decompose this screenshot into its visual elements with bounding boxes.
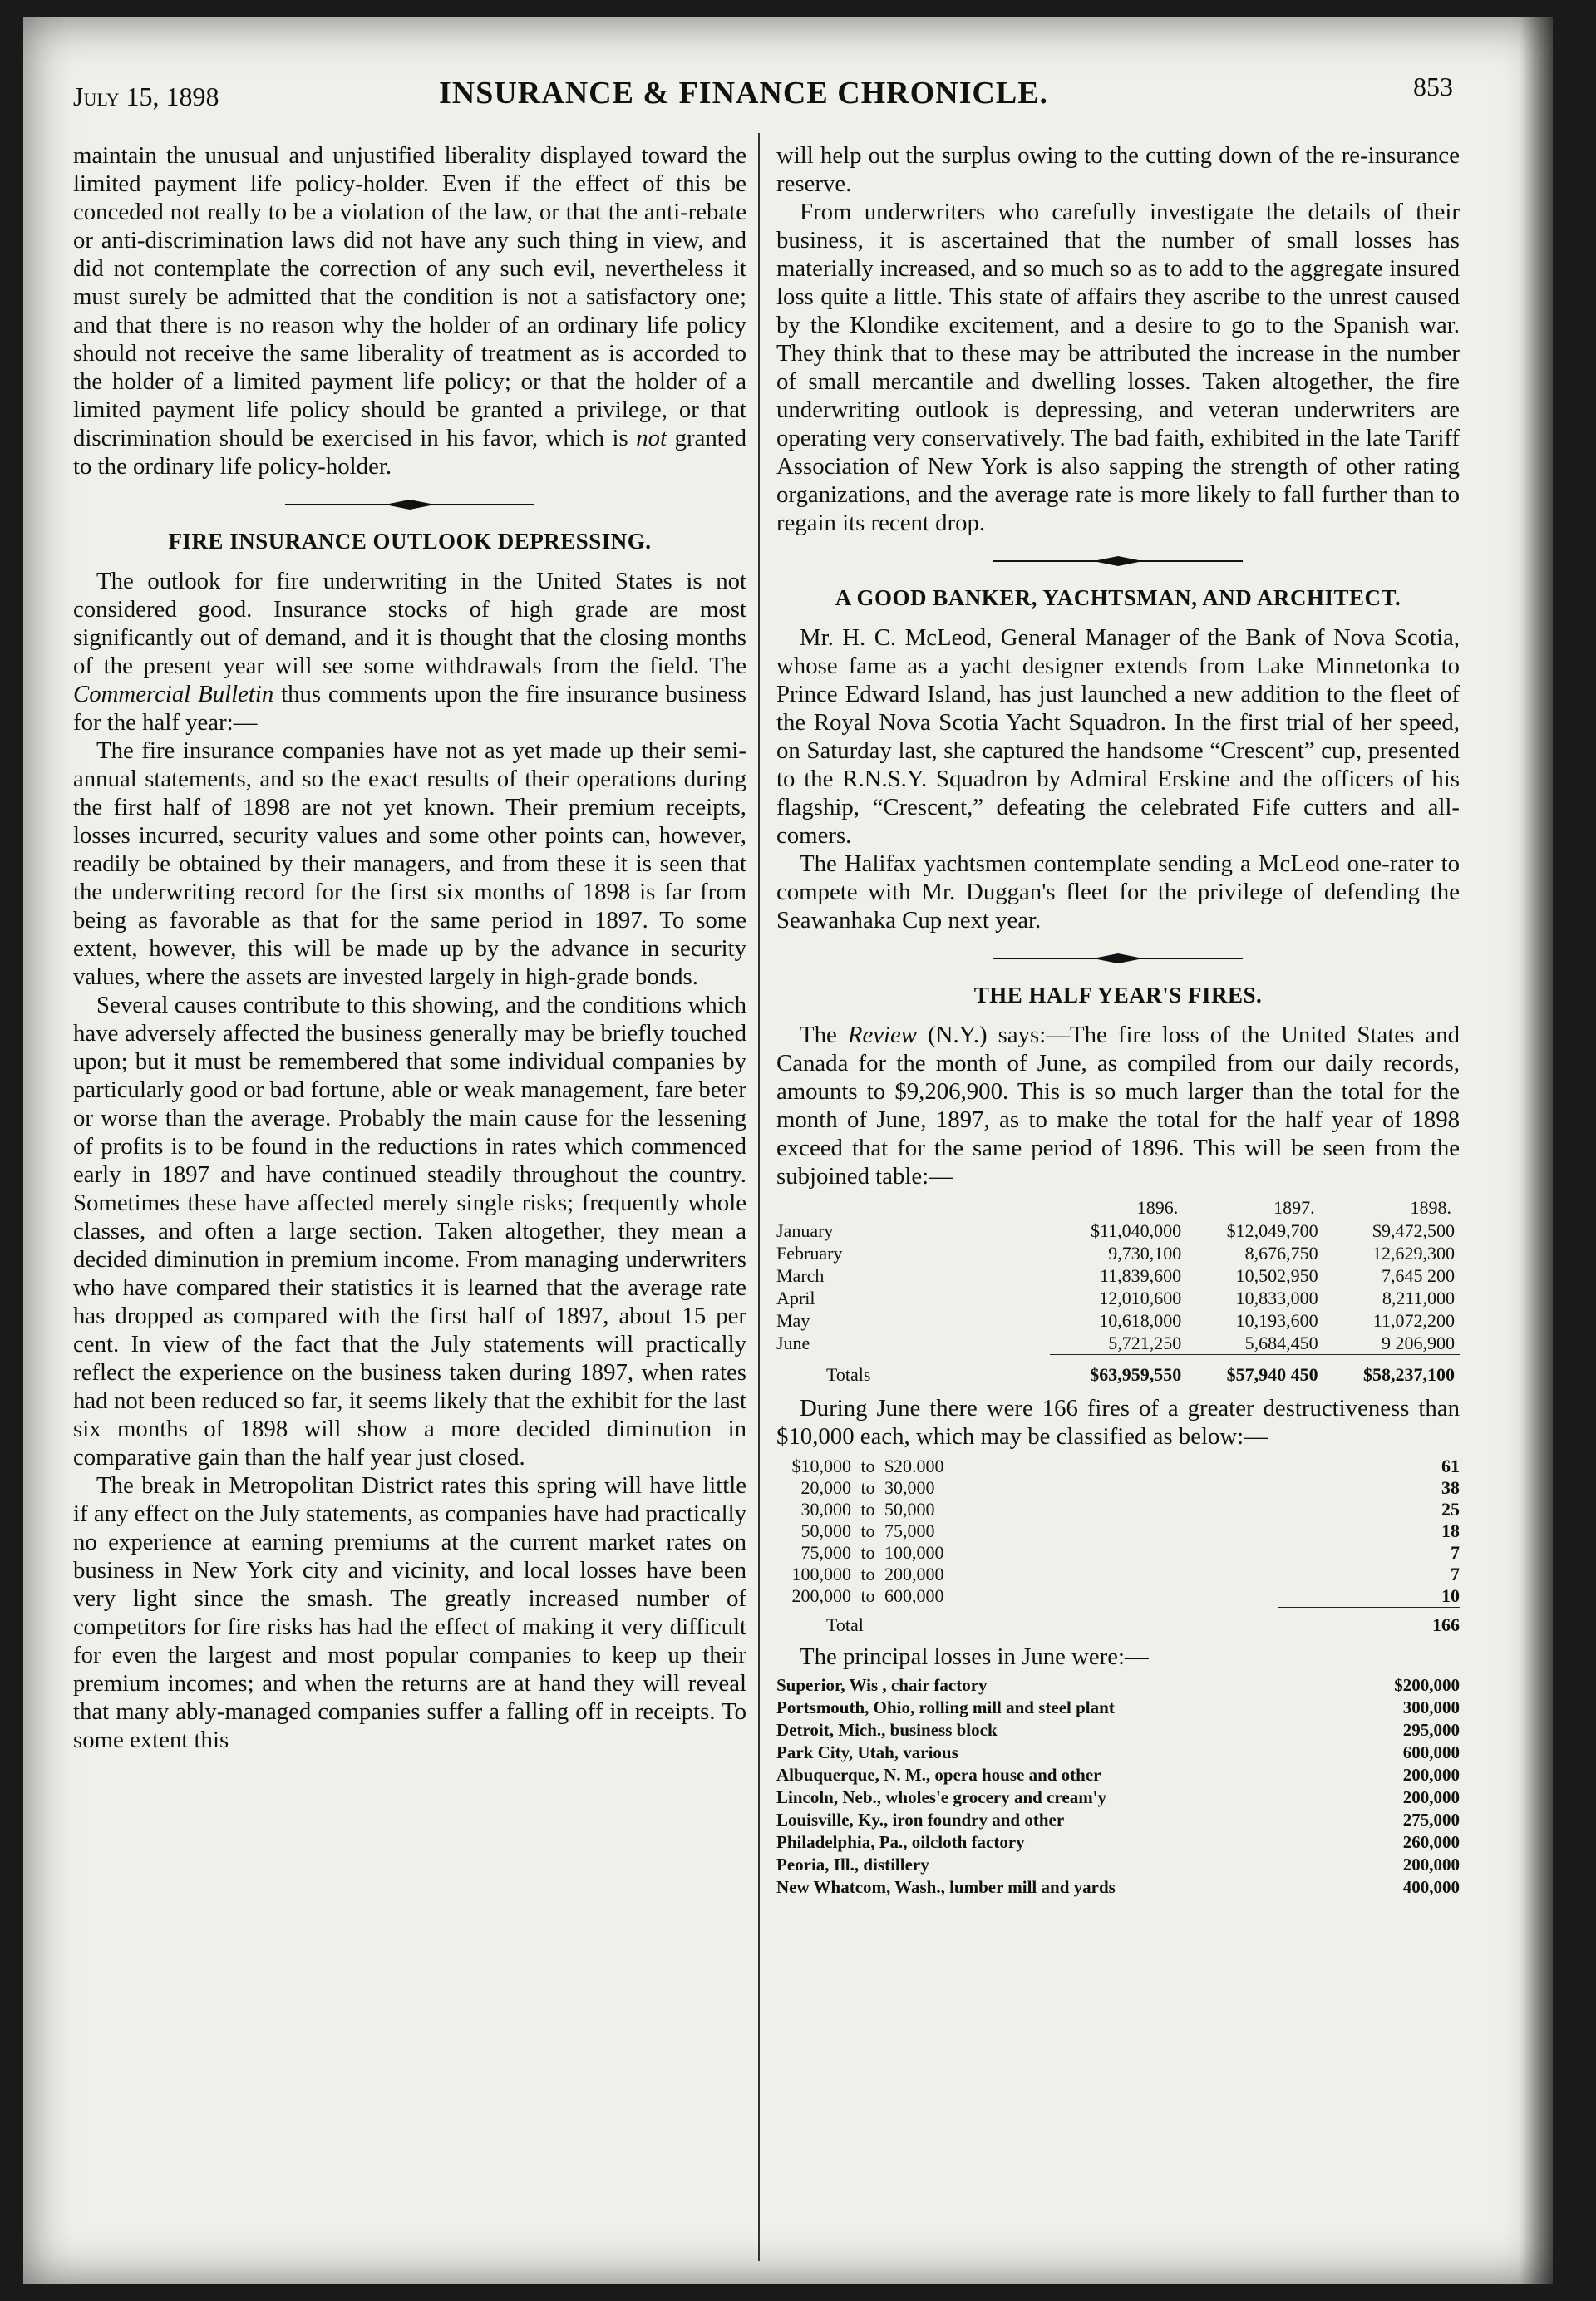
range-to-cell: 75,000: [884, 1520, 935, 1541]
loss-amount-cell: 200,000: [1402, 1855, 1460, 1875]
fire-count-cell: 38: [1441, 1477, 1460, 1498]
month-cell: June: [776, 1333, 810, 1354]
paragraph: The Halifax yachtsmen contemplate sending a McLeod one-rater to compete with Mr. Duggan's fleet for the privilege of defending the Seawanhaka Cup next year.: [776, 850, 1460, 934]
range-to-cell: 600,000: [884, 1585, 944, 1607]
list-item: [776, 1764, 1460, 1786]
value-1896-cell: 10,618,000: [1099, 1310, 1182, 1331]
table-row: [776, 1287, 1460, 1309]
range-to-cell: 200,000: [884, 1564, 944, 1584]
range-to-word: to: [860, 1585, 875, 1607]
paragraph: Mr. H. C. McLeod, General Manager of the Bank of Nova Scotia, whose fame as a yacht designer extends from Lake Minnetonka to Prince Edward Island, has just launched a new addition to the fleet of the Royal Nova Scotia Yacht Squadron. In the first trial of her speed, on Saturday last, she captured the handsome “Crescent” cup, presented to the R.N.S.Y. Squadron by Admiral Erskine and the officers of his flagship, “Crescent,” defeating the celebrated Fife cutters and all-comers.: [776, 624, 1460, 849]
heading-half-year-fires: THE HALF YEAR'S FIRES.: [973, 983, 1263, 1008]
range-to-word: to: [860, 1542, 875, 1563]
loss-place-cell: Park City, Utah, various: [776, 1742, 958, 1762]
loss-amount-cell: 275,000: [1402, 1810, 1460, 1830]
range-to-word: to: [860, 1477, 875, 1498]
range-to-word: to: [860, 1520, 875, 1541]
table-row: [776, 1542, 1460, 1564]
heading-banker: A GOOD BANKER, YACHTSMAN, AND ARCHITECT.: [835, 585, 1401, 610]
value-1896-cell: 9,730,100: [1108, 1243, 1182, 1264]
total-v1898-cell: $58,237,100: [1323, 1355, 1460, 1387]
range-to-cell: 50,000: [884, 1499, 935, 1520]
table-row: [776, 1242, 1460, 1264]
table-row: [776, 1520, 1460, 1542]
loss-place-cell: Peoria, Ill., distillery: [776, 1855, 929, 1875]
loss-amount-cell: 200,000: [1402, 1787, 1460, 1807]
fire-count-cell: 18: [1441, 1520, 1460, 1541]
column-divider: [758, 133, 760, 2261]
newspaper-page: [23, 17, 1553, 2284]
month-cell: February: [776, 1243, 843, 1264]
list-item: [776, 1831, 1460, 1854]
issue-date: July 15, 1898: [73, 81, 219, 111]
paragraph: The Review (N.Y.) says:—The fire loss of the United States and Canada for the month of June, as compiled from our daily records, amounts to $9,206,900. This is so much larger than the total for the month of June, 1897, as to make the total for the half year of 1898 exceed that for the same period of 1896. This will be seen from the subjoined table:—: [776, 1022, 1460, 1190]
list-item: [776, 1719, 1460, 1742]
list-item: [776, 1854, 1460, 1876]
publication-title: INSURANCE & FINANCE CHRONICLE.: [439, 76, 1049, 111]
list-item: [776, 1876, 1460, 1899]
paragraph: will help out the surplus owing to the cutting down of the re-insurance reserve.: [776, 142, 1460, 197]
left-column: [73, 141, 746, 1754]
list-item: [776, 1742, 1460, 1764]
paragraph: The principal losses in June were:—: [800, 1643, 1149, 1670]
value-1898-cell: 12,629,300: [1372, 1243, 1455, 1264]
fire-count-cell: 25: [1441, 1499, 1460, 1520]
column-header: 1897.: [1273, 1197, 1315, 1218]
fire-count-cell: 61: [1441, 1456, 1460, 1476]
table-row: [776, 1264, 1460, 1287]
value-1896-cell: 12,010,600: [1099, 1288, 1182, 1308]
value-1896-cell: 5,721,250: [1108, 1333, 1182, 1353]
month-cell: May: [776, 1310, 810, 1331]
heading-fire-outlook: FIRE INSURANCE OUTLOOK DEPRESSING.: [168, 529, 652, 554]
table-row: [776, 1477, 1460, 1499]
total-count-cell: 166: [1278, 1608, 1460, 1637]
loss-place-cell: Louisville, Ky., iron foundry and other: [776, 1810, 1065, 1830]
paragraph: Several causes contribute to this showing, and the conditions which have adversely affected the business generally may be briefly touched upon; but it must be remembered that some individual companies by particularly good or bad fortune, able or weak management, fare beter or worse than the average. Probably the main cause for the lessening of profits is to be found in the reductions in rates which commenced early in 1897 and have continued steadily throughout the country. Sometimes these have affected merely single risks; frequently whole classes, and often a large section. Taken altogether, they mean a decided diminution in premium income. From managing underwriters who have compared their statistics it is learned that the average rate has dropped as compared with the first half of 1897, about 15 per cent. In view of the fact that the July statements will practically reflect the experience on the business taken during 1897, when rates had not been reduced so far, it seems likely that the exhibit for the last six months of 1898 will show a more decided diminution in comparative gain than the half year just closed.: [73, 992, 746, 1471]
intro-paragraph: maintain the unusual and unjustified liberality displayed toward the limited payment life policy-holder. Even if the effect of this be conceded not really to be a violation of the law, or that the anti-rebate or anti-discrimination laws did not have any such thing in view, and did not contemplate the correction of any such evil, nevertheless it must surely be admitted that the condition is not a satisfactory one; and that there is no reason why the holder of an ordinary life policy should not receive the same liberality of treatment as is accorded to the holder of a limited payment life policy; or that the holder of a limited payment life policy should be granted a privilege, or that discrimination should be exercised in his favor, which is not granted to the ordinary life policy-holder.: [73, 142, 746, 480]
value-1898-cell: $9,472,500: [1372, 1220, 1455, 1241]
value-1898-cell: 7,645 200: [1382, 1265, 1455, 1286]
page-header: [73, 57, 1453, 123]
loss-place-cell: Lincoln, Neb., wholes'e grocery and cream'y: [776, 1787, 1107, 1807]
loss-amount-cell: 400,000: [1402, 1877, 1460, 1897]
value-1897-cell: 5,684,450: [1244, 1333, 1318, 1353]
value-1897-cell: 8,676,750: [1244, 1243, 1318, 1264]
totals-row: [776, 1608, 1460, 1637]
value-1898-cell: 11,072,200: [1372, 1310, 1455, 1331]
fire-count-cell: 7: [1451, 1542, 1460, 1563]
table-row: [776, 1585, 1460, 1608]
total-label: Total: [826, 1614, 864, 1635]
month-cell: April: [776, 1288, 815, 1308]
range-to-cell: 30,000: [884, 1477, 935, 1498]
range-from-cell: 200,000: [791, 1585, 851, 1607]
range-to-word: to: [860, 1456, 875, 1476]
value-1896-cell: $11,040,000: [1091, 1220, 1182, 1241]
value-1897-cell: 10,502,950: [1235, 1265, 1318, 1286]
value-1897-cell: $12,049,700: [1226, 1220, 1318, 1241]
loss-place-cell: Philadelphia, Pa., oilcloth factory: [776, 1832, 1025, 1852]
column-header: 1898.: [1410, 1197, 1451, 1218]
range-from-cell: 50,000: [800, 1520, 851, 1541]
month-cell: March: [776, 1265, 825, 1286]
range-to-cell: 100,000: [884, 1542, 944, 1563]
range-from-cell: $10,000: [791, 1456, 851, 1476]
paragraph: The break in Metropolitan District rates this spring will have little if any effect on the July statements, as companies have had practically no experience at earning premiums at the current market rates on business in New York city and vicinity, and local losses have been very light since the smash. The greatly increased number of competitors for fire risks has had the effect of making it very difficult for even the largest and most popular companies to keep up their premium incomes; and when the returns are at hand they will reveal that many ably-managed companies suffer a falling off in receipts. To some extent this: [73, 1472, 746, 1753]
table-row: [776, 1309, 1460, 1332]
totals-label: Totals: [826, 1363, 871, 1385]
range-to-word: to: [860, 1499, 875, 1520]
value-1897-cell: 10,193,600: [1235, 1310, 1318, 1331]
value-1898-cell: 9 206,900: [1382, 1333, 1455, 1353]
paragraph: During June there were 166 fires of a greater destructiveness than $10,000 each, which may be classified as below:—: [776, 1395, 1460, 1450]
monthly-fire-loss-table: [776, 1195, 1460, 1386]
section-ornament: [73, 499, 746, 510]
value-1896-cell: 11,839,600: [1100, 1265, 1182, 1286]
paragraph: The outlook for fire underwriting in the United States is not considered good. Insurance stocks of high grade are most significantly out of demand, and it is thought that the closing months of the present year will see some withdrawals from the field. The Commercial Bulletin thus comments upon the fire insurance business for the half year:—: [73, 568, 746, 736]
range-to-cell: $20.000: [884, 1456, 944, 1476]
paragraph: The fire insurance companies have not as yet made up their semi-annual statements, and so the exact results of their operations during the first half of 1898 are not yet known. Their premium receipts, losses incurred, security values and some other points can, however, readily be obtained by their managers, and from these it is seen that the underwriting record for the first six months of 1898 is far from being as favorable as that for the same period in 1897. To some extent, however, this will be made up by the advance in security values, where the assets are invested largely in high-grade bonds.: [73, 737, 746, 990]
section-ornament: [776, 555, 1460, 567]
fire-count-cell: 10: [1441, 1585, 1460, 1606]
right-column: [776, 141, 1460, 1899]
fire-count-cell: 7: [1451, 1564, 1460, 1584]
list-item: [776, 1697, 1460, 1719]
table-row: [776, 1456, 1460, 1477]
loss-place-cell: Superior, Wis , chair factory: [776, 1675, 988, 1695]
loss-place-cell: Albuquerque, N. M., opera house and other: [776, 1765, 1101, 1785]
list-item: [776, 1809, 1460, 1831]
paragraph: From underwriters who carefully investigate the details of their business, it is ascertained that the number of small losses has materially increased, and so much so as to add to the aggregate insured loss quite a little. This state of affairs they ascribe to the unrest caused by the Klondike excitement, and a desire to go to the Spanish war. They think that to these may be attributed the increase in the number of small mercantile and dwelling losses. Taken altogether, the fire underwriting outlook is depressing, and veteran underwriters are operating very conservatively. The bad faith, exhibited in the late Tariff Association of New York is also sapping the strength of other rating organizations, and the average rate is more likely to fall further than to regain its recent drop.: [776, 199, 1460, 536]
value-1897-cell: 10,833,000: [1235, 1288, 1318, 1308]
page-number: 853: [1413, 71, 1453, 101]
range-from-cell: 100,000: [791, 1564, 851, 1584]
section-ornament: [776, 953, 1460, 964]
total-v1896-cell: $63,959,550: [1050, 1355, 1186, 1387]
principal-losses-table: [776, 1674, 1460, 1899]
range-to-word: to: [860, 1564, 875, 1584]
totals-row: [776, 1355, 1460, 1387]
table-row: [776, 1564, 1460, 1585]
table-row: [776, 1219, 1460, 1242]
loss-amount-cell: 200,000: [1402, 1765, 1460, 1785]
table-row: [776, 1499, 1460, 1520]
fires-classification-table: [776, 1456, 1460, 1636]
list-item: [776, 1786, 1460, 1809]
loss-amount-cell: 300,000: [1402, 1697, 1460, 1717]
loss-amount-cell: 295,000: [1402, 1720, 1460, 1740]
table-row: [776, 1332, 1460, 1355]
value-1898-cell: 8,211,000: [1382, 1288, 1455, 1308]
loss-place-cell: Detroit, Mich., business block: [776, 1720, 998, 1740]
loss-amount-cell: $200,000: [1394, 1675, 1460, 1695]
month-cell: January: [776, 1220, 834, 1241]
range-from-cell: 75,000: [800, 1542, 851, 1563]
loss-place-cell: New Whatcom, Wash., lumber mill and yards: [776, 1877, 1116, 1897]
total-v1897-cell: $57,940 450: [1186, 1355, 1323, 1387]
range-from-cell: 30,000: [800, 1499, 851, 1520]
column-header: 1896.: [1136, 1197, 1179, 1218]
loss-place-cell: Portsmouth, Ohio, rolling mill and steel plant: [776, 1697, 1115, 1717]
list-item: [776, 1674, 1460, 1697]
range-from-cell: 20,000: [800, 1477, 851, 1498]
page-edge-shadow: [1520, 17, 1553, 2284]
loss-amount-cell: 600,000: [1402, 1742, 1460, 1762]
loss-amount-cell: 260,000: [1402, 1832, 1460, 1852]
